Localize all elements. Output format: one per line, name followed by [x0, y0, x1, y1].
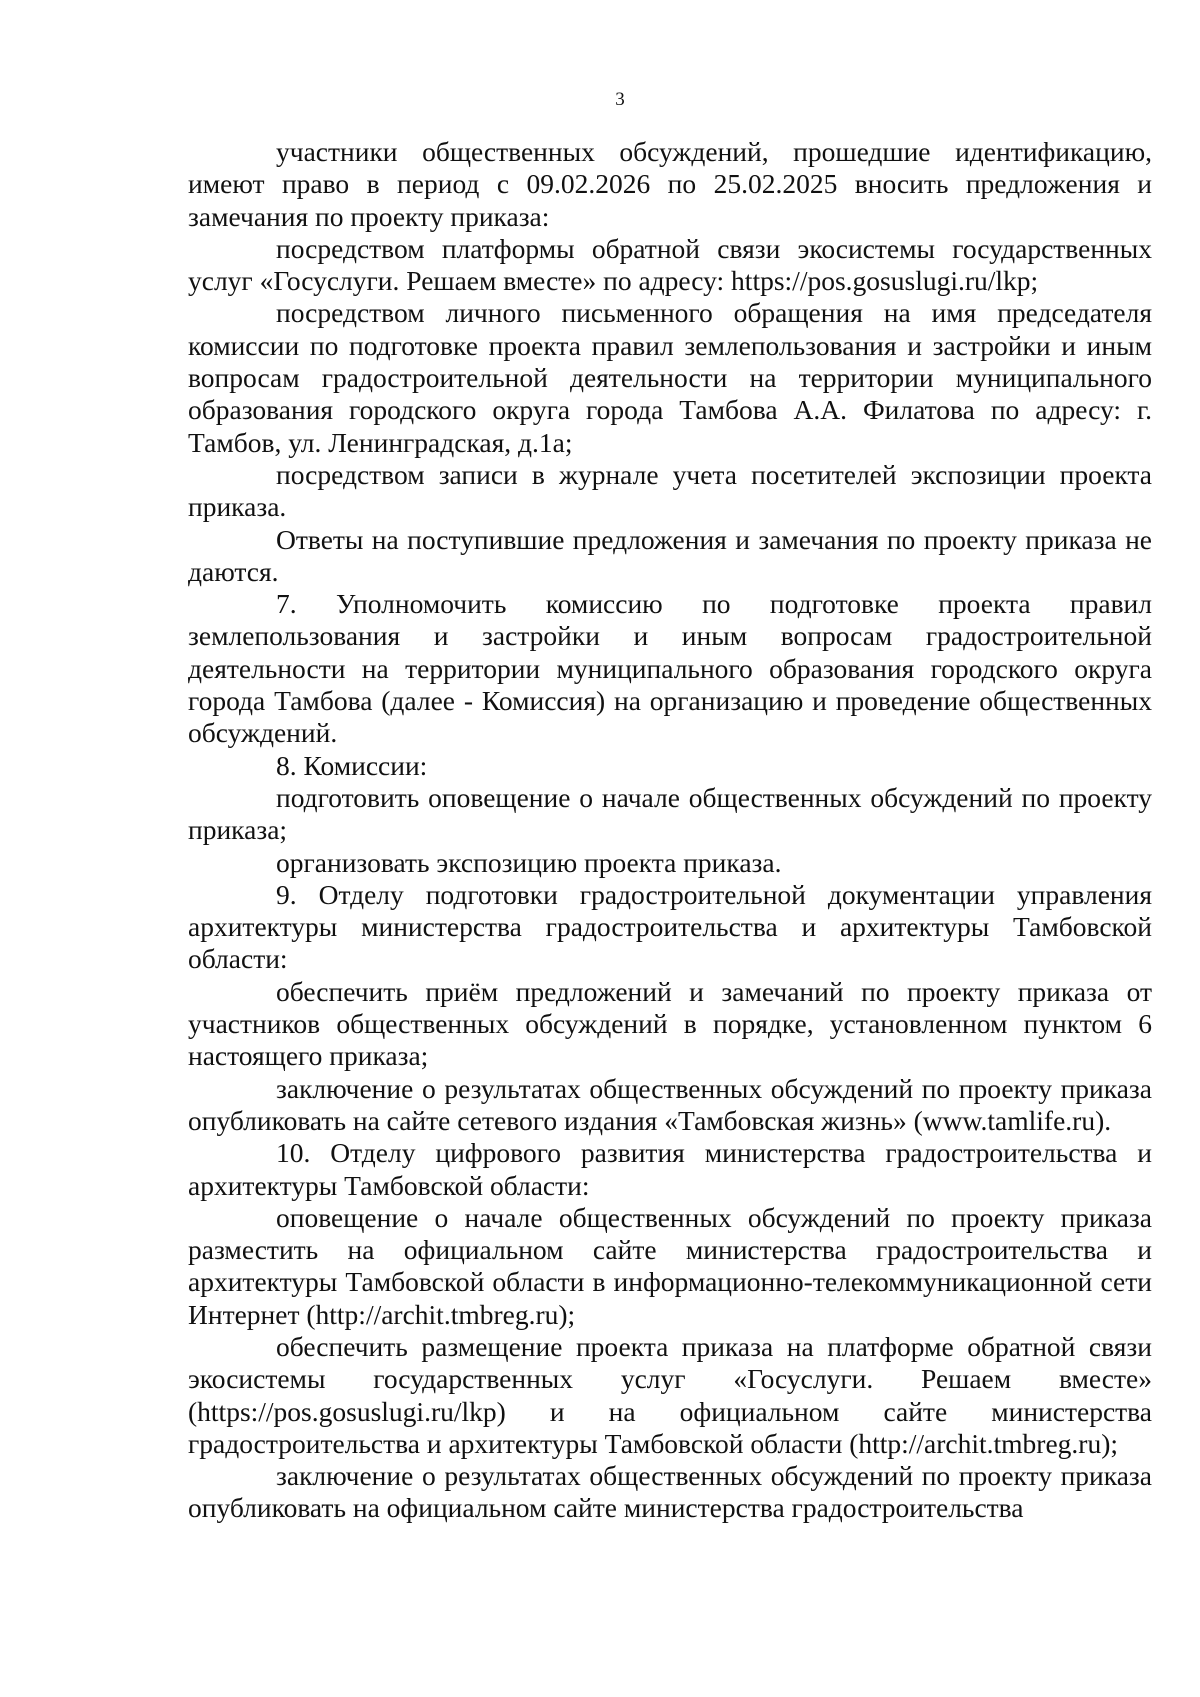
- paragraph-item-7: 7. Уполномочить комиссию по подготовке проекта правил землепользования и застройки и иным вопросам градостроительной деятельности на территории муниципального образования городского округа города Тамбова (далее - Комиссия) на организацию и проведение общественных обсуждений.: [188, 588, 1152, 749]
- paragraph-item-8: 8. Комиссии:: [276, 749, 428, 781]
- paragraph-publish-tamlife: заключение о результатах общественных обсуждений по проекту приказа опубликовать на сайте сетевого издания «Тамбовская жизнь» (www.tamlife.ru).: [188, 1072, 1152, 1136]
- paragraph-item-9: 9. Отделу подготовки градостроительной документации управления архитектуры министерства градостроительства и архитектуры Тамбовской области:: [188, 878, 1152, 975]
- paragraph-ensure-placement: обеспечить размещение проекта приказа на платформе обратной связи экосистемы государственных услуг «Госуслуги. Решаем вместе» (https://pos.gosuslugi.ru/lkp) и на официальном сайте министерства градостроительства и архитектуры Тамбовской области (http://archit.tmbreg.ru);: [188, 1330, 1152, 1459]
- paragraph-participants-rights: участники общественных обсуждений, прошедшие идентификацию, имеют право в период с 09.02.2026 по 25.02.2025 вносить предложения и замечания по проекту приказа:: [188, 136, 1152, 232]
- paragraph-no-answers: Ответы на поступившие предложения и замечания по проекту приказа не даются.: [188, 523, 1152, 587]
- paragraph-place-notice: оповещение о начале общественных обсуждений по проекту приказа разместить на официальном сайте министерства градостроительства и архитектуры Тамбовской области в информационно-телекоммуникационной сети Интернет (http://archit.tmbreg.ru);: [188, 1201, 1152, 1330]
- paragraph-gosuslugi-platform: посредством платформы обратной связи экосистемы государственных услуг «Госуслуги. Решаем вместе» по адресу: https://pos.gosuslugi.ru/lkp;: [188, 232, 1152, 297]
- paragraph-organize-exposition: организовать экспозицию проекта приказа.: [276, 846, 782, 878]
- paragraph-written-appeal: посредством личного письменного обращения на имя председателя комиссии по подготовке проекта правил землепользования и застройки и иным вопросам градостроительной деятельности на территории муниципального образования городского округа города Тамбова А.А. Филатова по адресу: г. Тамбов, ул. Ленинградская, д.1а;: [188, 297, 1152, 458]
- page-number: 3: [615, 89, 625, 110]
- paragraph-visitor-journal: посредством записи в журнале учета посетителей экспозиции проекта приказа.: [188, 458, 1152, 523]
- paragraph-item-10: 10. Отделу цифрового развития министерства градостроительства и архитектуры Тамбовской области:: [188, 1137, 1152, 1201]
- paragraph-prepare-notice: подготовить оповещение о начале общественных обсуждений по проекту приказа;: [188, 781, 1152, 846]
- document-body: [188, 136, 1152, 1525]
- paragraph-ensure-reception: обеспечить приём предложений и замечаний по проекту приказа от участников общественных обсуждений в порядке, установленном пунктом 6 настоящего приказа;: [188, 975, 1152, 1072]
- paragraph-publish-conclusion: заключение о результатах общественных обсуждений по проекту приказа опубликовать на официальном сайте министерства градостроительства: [188, 1460, 1152, 1524]
